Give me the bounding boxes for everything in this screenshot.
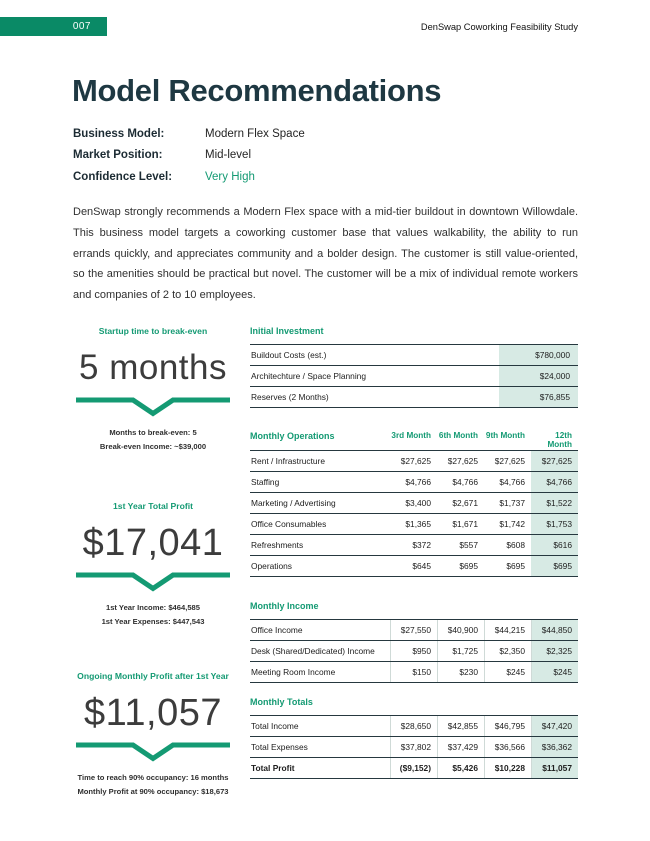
row-label: Total Profit	[251, 763, 295, 773]
row-value: $76,855	[499, 387, 578, 407]
cell: $42,855	[437, 716, 484, 736]
cell: $27,625	[400, 456, 431, 466]
cell: $10,228	[484, 758, 531, 778]
table-title: Monthly Totals	[250, 697, 313, 707]
table-body	[250, 450, 578, 577]
cell: $36,566	[484, 737, 531, 757]
stat-note: 1st Year Expenses: $447,543	[101, 616, 205, 626]
stat-label: Startup time to break-even	[98, 326, 208, 336]
cell: $1,365	[405, 519, 431, 529]
cell: $1,753	[531, 514, 578, 534]
cell: $4,766	[531, 472, 578, 492]
stat-note: Time to reach 90% occupancy: 16 months	[77, 773, 229, 782]
cell: $695	[531, 556, 578, 576]
table-row	[250, 513, 578, 534]
cell: $608	[506, 540, 525, 550]
field-label: Market Position:	[73, 149, 163, 162]
table-monthly-income	[250, 601, 578, 683]
cell: $4,766	[499, 477, 525, 487]
cell: $5,426	[437, 758, 484, 778]
stat-first-year-profit	[63, 501, 243, 628]
table-row	[250, 736, 578, 757]
row-label: Rent / Infrastructure	[251, 456, 326, 466]
table-row	[250, 386, 578, 407]
table-row	[250, 619, 578, 640]
cell: $47,420	[531, 716, 578, 736]
chevron-down-divider	[73, 571, 233, 592]
field-value: Modern Flex Space	[205, 127, 305, 140]
row-value: $780,000	[499, 345, 578, 365]
field-value: Mid-level	[205, 149, 252, 162]
cell: $695	[459, 561, 478, 571]
summary-row-market-position	[73, 145, 305, 167]
row-value: $24,000	[499, 366, 578, 386]
table-monthly-operations	[250, 431, 578, 577]
summary-row-confidence-level	[73, 166, 305, 188]
cell: $44,850	[531, 620, 578, 640]
table-body	[250, 344, 578, 408]
table-row	[250, 555, 578, 576]
cell: $1,742	[499, 519, 525, 529]
table-title: Initial Investment	[250, 326, 324, 336]
cell: $2,671	[452, 498, 478, 508]
row-label: Total Expenses	[251, 742, 308, 752]
row-label: Office Consumables	[251, 519, 327, 529]
cell: $36,362	[531, 737, 578, 757]
cell: $1,725	[437, 641, 484, 661]
cell: $44,215	[484, 620, 531, 640]
stat-notes	[63, 601, 243, 628]
cell: $245	[484, 662, 531, 682]
cell: $27,625	[531, 451, 578, 471]
cell: $1,737	[499, 498, 525, 508]
table-row	[250, 365, 578, 386]
cell: $28,650	[390, 716, 437, 736]
stat-label: 1st Year Total Profit	[113, 501, 193, 511]
page-number: 007	[72, 21, 91, 32]
stat-label: Ongoing Monthly Profit after 1st Year	[77, 671, 229, 681]
table-row	[250, 344, 578, 365]
table-title: Monthly Operations	[250, 431, 335, 441]
cell: $27,625	[494, 456, 525, 466]
cell: $557	[459, 540, 478, 550]
cell: $150	[390, 662, 437, 682]
stat-notes	[63, 426, 243, 453]
stat-note: Monthly Profit at 90% occupancy: $18,673	[77, 786, 229, 796]
cell: $645	[412, 561, 431, 571]
row-label: Desk (Shared/Dedicated) Income	[251, 646, 375, 656]
cell: $40,900	[437, 620, 484, 640]
row-label: Refreshments	[251, 540, 304, 550]
stat-ongoing-monthly-profit	[63, 671, 243, 798]
row-label: Staffing	[251, 477, 280, 487]
stat-value: $11,057	[83, 692, 223, 734]
table-body	[250, 619, 578, 683]
row-label: Buildout Costs (est.)	[251, 350, 327, 360]
cell: $37,429	[437, 737, 484, 757]
column-header: 9th Month	[485, 431, 525, 440]
table-initial-investment	[250, 326, 578, 408]
table-header-row	[250, 431, 578, 450]
stat-value: 5 months	[79, 348, 227, 387]
cell: $1,522	[531, 493, 578, 513]
row-label: Total Income	[251, 721, 299, 731]
field-label: Confidence Level:	[73, 170, 173, 183]
table-row	[250, 715, 578, 736]
chevron-down-divider	[73, 741, 233, 762]
cell: $4,766	[452, 477, 478, 487]
summary-row-business-model	[73, 123, 305, 145]
table-row	[250, 450, 578, 471]
stat-note: Break-even Income: ~$39,000	[99, 441, 207, 451]
table-row	[250, 534, 578, 555]
row-label: Office Income	[251, 625, 303, 635]
recommendation-paragraph: DenSwap strongly recommends a Modern Flex space with a mid-tier buildout in downtown Willowdale. This business model targets a coworking customer base that values walkability, the ability to run errands quickly, and appreciates community and a bolder design. The customer is still value-oriented, so the amenities should be practical but novel. The customer will be a mix of individual remote workers and companies of 2 to 10 employees.	[73, 206, 578, 302]
table-monthly-totals	[250, 697, 578, 779]
table-row	[250, 492, 578, 513]
cell: $37,802	[390, 737, 437, 757]
cell: $950	[390, 641, 437, 661]
table-title: Monthly Income	[250, 601, 319, 611]
chevron-down-divider	[73, 396, 233, 417]
table-row	[250, 471, 578, 492]
row-label: Architechture / Space Planning	[251, 371, 366, 381]
cell: $2,325	[531, 641, 578, 661]
cell: $1,671	[452, 519, 478, 529]
cell: $4,766	[405, 477, 431, 487]
cell: $372	[412, 540, 431, 550]
page-title: Model Recommendations	[72, 73, 442, 108]
cell: $11,057	[531, 758, 578, 778]
cell: $27,625	[447, 456, 478, 466]
row-label: Meeting Room Income	[251, 667, 336, 677]
cell: $27,550	[390, 620, 437, 640]
field-label: Business Model:	[73, 127, 165, 140]
summary-fields	[73, 123, 305, 188]
field-value-highlight: Very High	[205, 170, 255, 183]
stat-note: 1st Year Income: $464,585	[105, 603, 200, 612]
stat-break-even	[63, 326, 243, 453]
stat-value: $17,041	[82, 522, 224, 564]
row-label: Operations	[251, 561, 292, 571]
table-row-total-profit	[250, 757, 578, 778]
cell: $616	[531, 535, 578, 555]
column-header: 12th Month	[547, 431, 572, 449]
row-label: Reserves (2 Months)	[251, 392, 329, 402]
cell: $2,350	[484, 641, 531, 661]
cell: $46,795	[484, 716, 531, 736]
stat-note: Months to break-even: 5	[109, 428, 197, 437]
row-label: Marketing / Advertising	[251, 498, 336, 508]
stat-notes	[63, 771, 243, 798]
table-row	[250, 640, 578, 661]
column-header: 6th Month	[438, 431, 478, 440]
table-body	[250, 715, 578, 779]
column-header: 3rd Month	[391, 431, 431, 440]
cell: $695	[506, 561, 525, 571]
table-row	[250, 661, 578, 682]
report-header-title: DenSwap Coworking Feasibility Study	[420, 22, 578, 32]
cell: $245	[531, 662, 578, 682]
cell: $230	[437, 662, 484, 682]
cell: $3,400	[405, 498, 431, 508]
page-number-bar	[0, 17, 107, 36]
cell: ($9,152)	[390, 758, 437, 778]
